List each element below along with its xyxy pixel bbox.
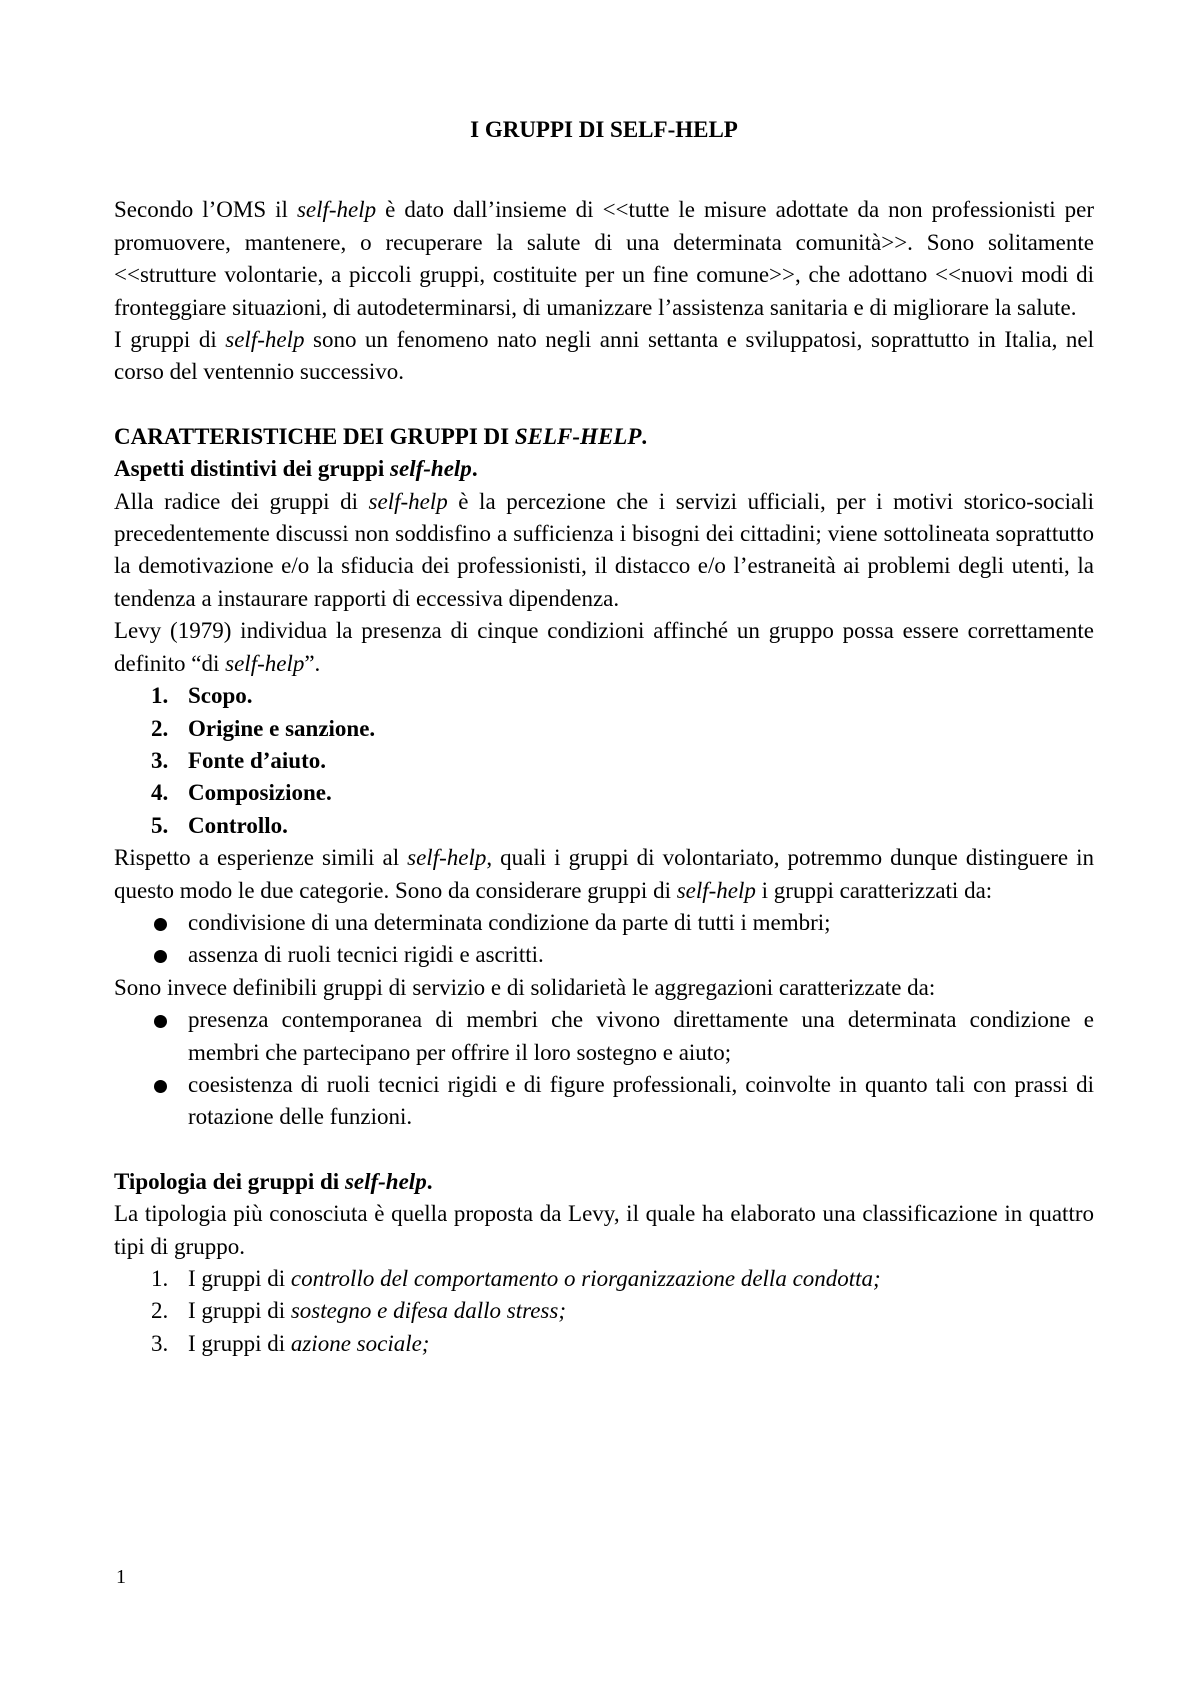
list-number: 2. <box>151 1298 169 1324</box>
subheading-tipologia <box>114 1166 1094 1198</box>
text-span: Aspetti distintivi dei gruppi <box>114 456 391 482</box>
list-item <box>114 713 1094 745</box>
text-span: I gruppi di <box>188 1330 291 1356</box>
subheading-aspetti <box>114 453 1094 485</box>
paragraph-radice <box>114 486 1094 616</box>
list-item <box>114 907 1094 939</box>
text-span: Levy (1979) individua la presenza di cinque condizioni affinché un gruppo possa essere correttamente definito “di <box>114 618 1094 676</box>
list-number: 5. <box>151 812 169 838</box>
text-span: , quali i gruppi di volontariato, potremmo dunque distinguere in questo modo le due categorie. Sono da considerare gruppi di <box>114 845 1095 903</box>
italic-term: azione sociale; <box>290 1330 430 1356</box>
types-list <box>114 1263 1094 1360</box>
text-span: I gruppi di <box>188 1266 291 1291</box>
list-item <box>114 680 1094 712</box>
conditions-list <box>114 680 1094 842</box>
italic-term: controllo del comportamento o riorganizzazione della condotta; <box>290 1266 881 1291</box>
text-span: ”. <box>304 650 321 676</box>
list-item <box>114 1004 1094 1069</box>
list-item <box>114 939 1094 971</box>
italic-term: sostegno e difesa dallo stress; <box>290 1298 566 1324</box>
list-text: presenza contemporanea di membri che vivono direttamente una determinata condizione e membri che partecipano per offrire il loro sostegno e aiuto; <box>188 1007 1094 1065</box>
list-text: Controllo. <box>188 812 288 838</box>
bullet-icon <box>154 1080 167 1093</box>
list-text: condivisione di una determinata condizione da parte di tutti i membri; <box>188 909 831 935</box>
list-number: 3. <box>151 747 169 773</box>
text-span: sono un fenomeno nato negli anni settanta e sviluppatosi, soprattutto in Italia, nel corso del ventennio successivo. <box>114 327 1094 385</box>
italic-term: self-help <box>368 488 448 514</box>
list-number: 1. <box>151 683 169 709</box>
list-number: 1. <box>151 1266 169 1291</box>
italic-term: self-help <box>225 327 305 353</box>
list-item <box>114 1295 1094 1327</box>
text-span: è dato dall’insieme di <<tutte le misure adottate da non professionisti per promuovere, mantenere, o recuperare la salute di una determinata comunità>>. Sono solitamente <<strutture volontarie, a piccoli gruppi, costituite per un fine comune>>, che adottano <<nuovi modi di fronteggiare situazioni, di autodeterminarsi, di umanizzare l’assistenza sanitaria e di migliorare la salute. <box>114 197 1095 320</box>
list-text: Fonte d’aiuto. <box>188 747 326 773</box>
bullet-icon <box>154 950 167 963</box>
italic-term: SELF-HELP <box>514 423 642 449</box>
service-traits-list <box>114 1004 1094 1134</box>
italic-term: self-help <box>344 1168 427 1194</box>
italic-term: self-help <box>296 197 377 223</box>
text-span: Secondo l’OMS il <box>114 197 297 223</box>
list-text: Scopo. <box>188 683 253 709</box>
bullet-icon <box>154 1015 167 1028</box>
list-item <box>114 745 1094 777</box>
list-item <box>114 777 1094 809</box>
paragraph-rispetto <box>114 842 1094 907</box>
text-span: Rispetto a esperienze simili al <box>114 845 408 871</box>
paragraph-servizio: Sono invece definibili gruppi di servizio e di solidarietà le aggregazioni caratterizzate da: <box>114 974 936 1000</box>
page-content <box>114 114 1094 1360</box>
paragraph-tipologia: La tipologia più conosciuta è quella proposta da Levy, il quale ha elaborato una classificazione in quattro tipi di gruppo. <box>114 1201 1094 1259</box>
text-span: . <box>641 423 648 449</box>
list-text: assenza di ruoli tecnici rigidi e ascritti. <box>188 942 544 968</box>
list-item <box>114 810 1094 842</box>
list-text: Origine e sanzione. <box>188 715 376 741</box>
intro-paragraph-1 <box>114 194 1094 324</box>
text-span: I gruppi di <box>114 327 226 353</box>
italic-term: self-help <box>225 650 305 676</box>
section-heading-caratteristiche <box>114 421 1094 453</box>
list-item <box>114 1328 1094 1360</box>
bullet-icon <box>154 918 167 931</box>
list-number: 2. <box>151 715 169 741</box>
text-span: . <box>471 456 478 482</box>
italic-term: self-help <box>676 877 756 903</box>
text-span: Tipologia dei gruppi di <box>114 1168 345 1194</box>
list-item <box>114 1263 1094 1295</box>
text-span: I gruppi di <box>188 1298 291 1324</box>
paragraph-levy <box>114 615 1094 680</box>
text-span: CARATTERISTICHE DEI GRUPPI DI <box>114 423 515 449</box>
document-title: I GRUPPI DI SELF-HELP <box>470 117 738 142</box>
text-span: è la percezione che i servizi ufficiali, per i motivi storico-sociali precedentemente discussi non soddisfino a sufficienza i bisogni dei cittadini; viene sottolineata soprattutto la demotivazione e/o la sfiducia dei professionisti, il distacco e/o l’estraneità ai problemi degli utenti, la tendenza a instaurare rapporti di eccessiva dipendenza. <box>114 488 1095 611</box>
list-text: Composizione. <box>188 780 332 806</box>
italic-term: self-help <box>407 845 487 871</box>
spacer <box>114 1134 1094 1166</box>
page-number: 1 <box>116 1566 126 1588</box>
italic-term: self-help <box>390 456 472 482</box>
text-span: . <box>426 1168 433 1194</box>
intro-paragraph-2 <box>114 324 1094 389</box>
text-span: i gruppi caratterizzati da: <box>755 877 993 903</box>
list-text: coesistenza di ruoli tecnici rigidi e di figure professionali, coinvolte in quanto tali con prassi di rotazione delle funzioni. <box>188 1071 1094 1130</box>
selfhelp-traits-list <box>114 907 1094 972</box>
list-number: 3. <box>151 1330 169 1356</box>
list-item <box>114 1069 1094 1134</box>
list-number: 4. <box>151 780 169 806</box>
text-span: Alla radice dei gruppi di <box>114 488 369 514</box>
